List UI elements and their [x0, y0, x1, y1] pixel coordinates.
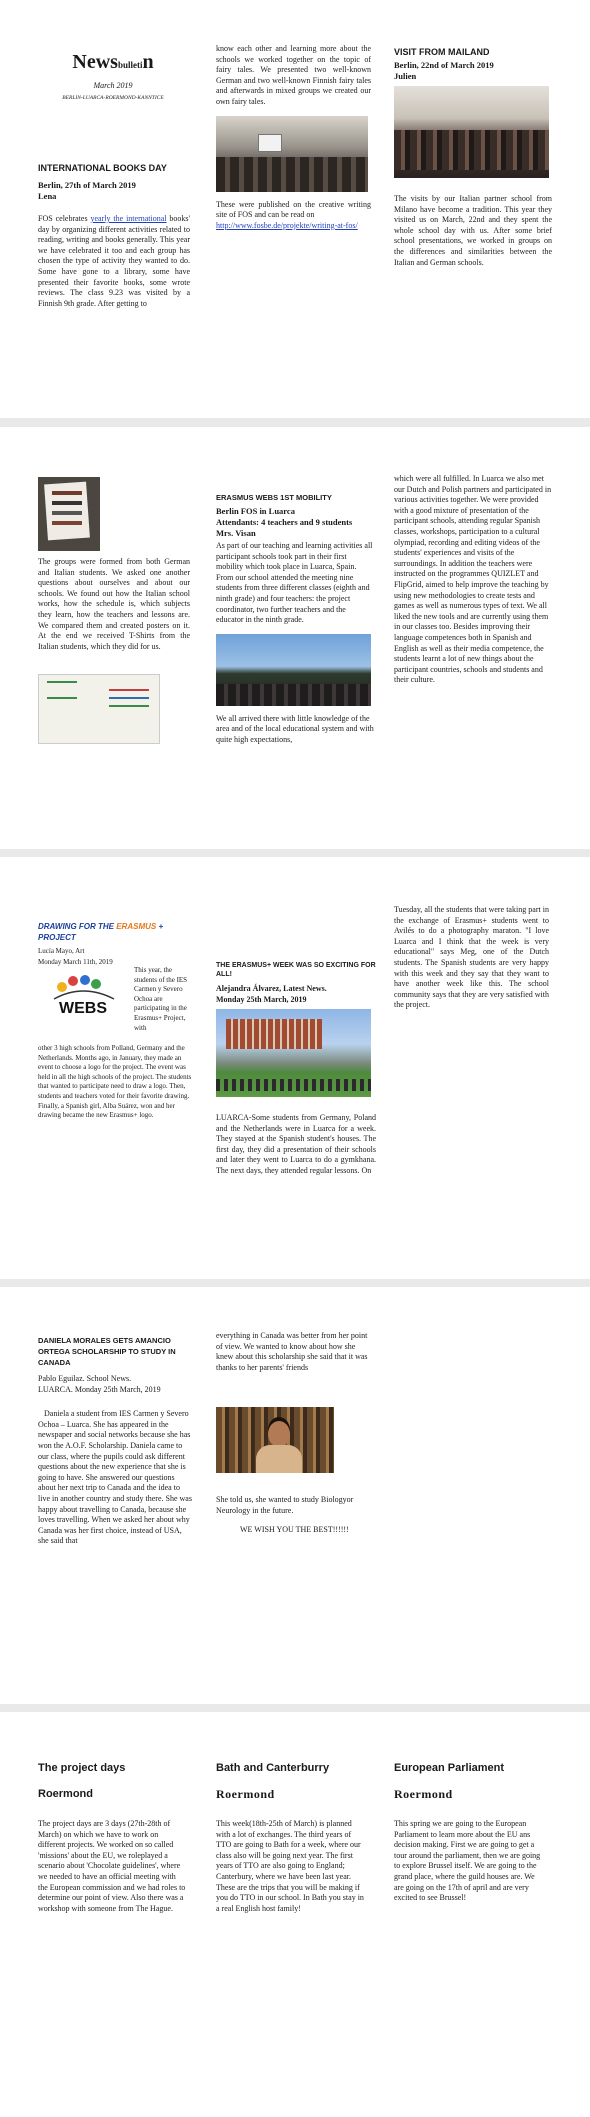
article-body: This week(18th-25th of March) is planned with a lot of exchanges. The third years of TTO are going to Bath for a week, where our class also will be going next year. The first years of TTO are also going to England; Canterbury, where we have been last year. These are the trips that you will be making if you do TTO in our school. In Bath you stay in a real English host family!	[216, 1819, 364, 1913]
newsletter-page-1	[0, 0, 590, 418]
article-body: The groups were formed from both German and Italian students. We asked one another questions about ourselves and about our schools. We found out how the Italian school works, how the schedule is, which subjects they learn, how the teachers and lessons are. We compared them and created posters on it. At the end we received T-Shirts from the Italian students, which they did for us.	[38, 557, 190, 651]
article-body-continued: know each other and learning more about the schools we worked together on the topic of fairy tales. We presented two well-known German and two well-known Finnish fairy tales and afterwards in mixed groups we created our own fairy tales.	[216, 44, 371, 106]
daniela-photo	[216, 1407, 334, 1473]
article-author: Pablo Eguilaz. School News.	[38, 1374, 132, 1383]
article-dateline: Berlin, 22nd of March 2019	[394, 60, 494, 70]
group-photo	[394, 86, 549, 178]
article-author: Lucía Mayo, Art	[38, 947, 85, 955]
article-link[interactable]: yearly the international	[90, 214, 167, 223]
article-author: Alejandra Álvarez, Latest News.	[216, 984, 327, 993]
article-location: Roermond	[394, 1787, 453, 1801]
article-title: European Parliament	[394, 1762, 505, 1774]
masthead	[38, 50, 188, 101]
article-location: Roermond	[216, 1787, 275, 1801]
best-wishes: WE WISH YOU THE BEST!!!!!!	[240, 1524, 349, 1534]
article-date: Monday March 11th, 2019	[38, 957, 113, 966]
article-body: This year, the students of the IES Carmen y Severo Ochoa are participating in the Erasmus+ Project, with	[134, 966, 188, 1032]
article-body: LUARCA-Some students from Germany, Poland and the Netherlands were in Luarca for a week. They stayed at the Spanish student's houses. The first day, they did a presentation of their schools and later they went to Luarca to do a gymkhana. The next days, they attended regular lessons. On	[216, 1113, 376, 1175]
article-title: THE ERASMUS+ WEEK WAS SO EXCITING FOR ALL!	[216, 962, 376, 978]
logo-text: WEBS	[59, 1000, 107, 1017]
classroom-photo	[216, 116, 368, 192]
article-title: INTERNATIONAL BOOKS DAY	[38, 163, 167, 173]
newsletter-page-5	[0, 1712, 590, 2117]
article-dateline: Berlin, 27th of March 2019	[38, 180, 136, 190]
article-subtitle: Berlin FOS in Luarca	[216, 506, 295, 516]
students-school-photo	[216, 1009, 371, 1097]
article-title: The project days	[38, 1762, 126, 1774]
masthead-schools: BERLIN-LUARCA-ROERMOND-KANNTICE	[62, 94, 164, 101]
article-closing: She told us, she wanted to study Biologyor Neurology in the future.	[216, 1495, 354, 1515]
article-attendants: Attendants: 4 teachers and 9 students	[216, 517, 353, 527]
article-body: As part of our teaching and learning activities all participant schools took part in their first mobility which took place in Luarca, Spain. From our school attended the meeting nine students from three different classes (eighth and ninth grade) and four teachers: the project coordinator, two further teachers and the educator in the ninth grade.	[216, 541, 373, 625]
newsletter-page-3	[0, 857, 590, 1279]
article-after-photo: These were published on the creative writing site of FOS and can be read on	[216, 199, 371, 220]
posters-photo	[38, 477, 100, 551]
article-body-continued: Tuesday, all the students that were taking part in the exchange of Erasmus+ students went to Avilés to do a photography maraton. "I love Luarca and I think that the week is very educational" says Meg, one of the Dutch students. The Spanish students are very happy with this week and they say that they want to have another week like this. The school community says that they are very satisfied with the project.	[394, 905, 549, 1010]
article-title: Bath and Canterburry	[216, 1762, 330, 1774]
article-body-continued: other 3 high schools from Polland, Germany and the Netherlands. Months ago, in January, they made an event to choose a logo for the project. The event was held in all the high schools of the project. The students that wanted to participate need to draw a logo. Then, students and teachers voted for their favorite drawing. Finally, a Spanish girl, Alba Suárez, won and her drawing became the new Erasmus+ logo.	[38, 1044, 192, 1120]
article-body: This spring we are going to the European Parliament to learn more about the EU ans decision making. First we are going to get a tour around the parliament, then we are going to explore Brussel itself. We are going to the grand place, where the guild houses are. We are going on the 17th of april and are very excited to see Brussel!	[394, 1819, 541, 1903]
article-body: Daniela a student from IES Carmen y Severo Ochoa – Luarca. She has appeared in the newspaper and social networks because she has won the A.O.F. Scholarship. Daniela came to our class, where the pupils could ask different questions about the new experience that she is going to have. She answered our questions about her next trip to Canada and the idea to live in another country and study there. She was happy about travelling to Canada, because she loves travelling. When we asked her about why Canada was her first choice, instead of USA, she said that	[38, 1409, 192, 1546]
article-author: Mrs. Visan	[216, 528, 256, 538]
masthead-title: News	[72, 51, 118, 73]
article-title: ERASMUS WEBS 1ST MOBILITY	[216, 493, 332, 502]
article-body: The visits by our Italian partner school from Milano have become a tradition. This year they visited us on March, 22nd and they spent the whole school day with us. After some brief school presentations, we worked in groups on the differences and similarities between the Italian and German schools.	[394, 194, 552, 267]
group-outdoor-photo	[216, 634, 371, 706]
article-title: VISIT FROM MAILAND	[394, 47, 490, 57]
writing-site-link[interactable]: http://www.fosbe.de/projekte/writing-at-fos/	[216, 220, 358, 230]
webs-logo	[40, 969, 126, 1027]
article-body: The project days are 3 days (27th-28th of March) on which we have to work on different projects. We worked on so called 'missions' about the EU, we roleplayed a scenario about 'Chocolate guidelines', where we needed to have an official meeting with the European commission and we had roles to determine our point of view. Also there was a workshop with someone from The Hague.	[38, 1819, 186, 1913]
article-date: LUARCA. Monday 25th March, 2019	[38, 1384, 161, 1394]
article-author: Lena	[38, 191, 57, 201]
article-author: Julien	[394, 71, 417, 81]
article-body-after-photo: We all arrived there with little knowledge of the area and of the local educational system and with quite high expectations,	[216, 713, 374, 744]
masthead-date: March 2019	[93, 81, 133, 90]
article-location: Roermond	[38, 1788, 93, 1800]
masthead-title-end: n	[142, 51, 154, 73]
tshirts-photo	[38, 674, 160, 744]
newsletter-page-2	[0, 427, 590, 849]
masthead-title-small: bulleti	[117, 60, 143, 70]
newsletter-page-4	[0, 1287, 590, 1704]
article-title: DANIELA MORALES GETS AMANCIO ORTEGA SCHOLARSHIP TO STUDY IN CANADA	[38, 1336, 176, 1367]
article-date: Monday 25th March, 2019	[216, 995, 307, 1004]
article-body: FOS celebrates yearly the international books' day by organizing different activities related to reading, writing and books generally. This year we have celebrated it too and each group has chosen the type of activity they wanted to do. Some have gone to a library, some have presented their favorite books, some wrote reviews. The class 9.23 was visited by a Finnish 9th grade. After getting to	[38, 214, 190, 308]
article-body-continued: which were all fulfilled. In Luarca we also met our Dutch and Polish partners and participated in various activities together. We were provided with a good mixture of presentation of the participant schools, attending regular Spanish classes, workshops, participation to a cultural olympiad, recording and editing videos of the students' experiences and visits of the surroundings. In addition the teachers were instructed on the programmes QUIZLET and FlipGrid, aimed to help improve the teaching by using new methodologies to create tests and games as well as numerous types of text. We all liked the new tools and are currently using them in our classes too. Besides improving their language competences both in Spanish and English as well as their media competence, the students learnt a lot of new things about the participant countries, schools and students and their culture.	[394, 474, 552, 685]
article-body-continued: everything in Canada was better from her point of view. We wanted to know about how she knew about this scholarship she said that it was thanks to her parents' friends	[216, 1331, 368, 1372]
article-title: DRAWING FOR THE ERASMUS + PROJECT	[38, 922, 164, 942]
